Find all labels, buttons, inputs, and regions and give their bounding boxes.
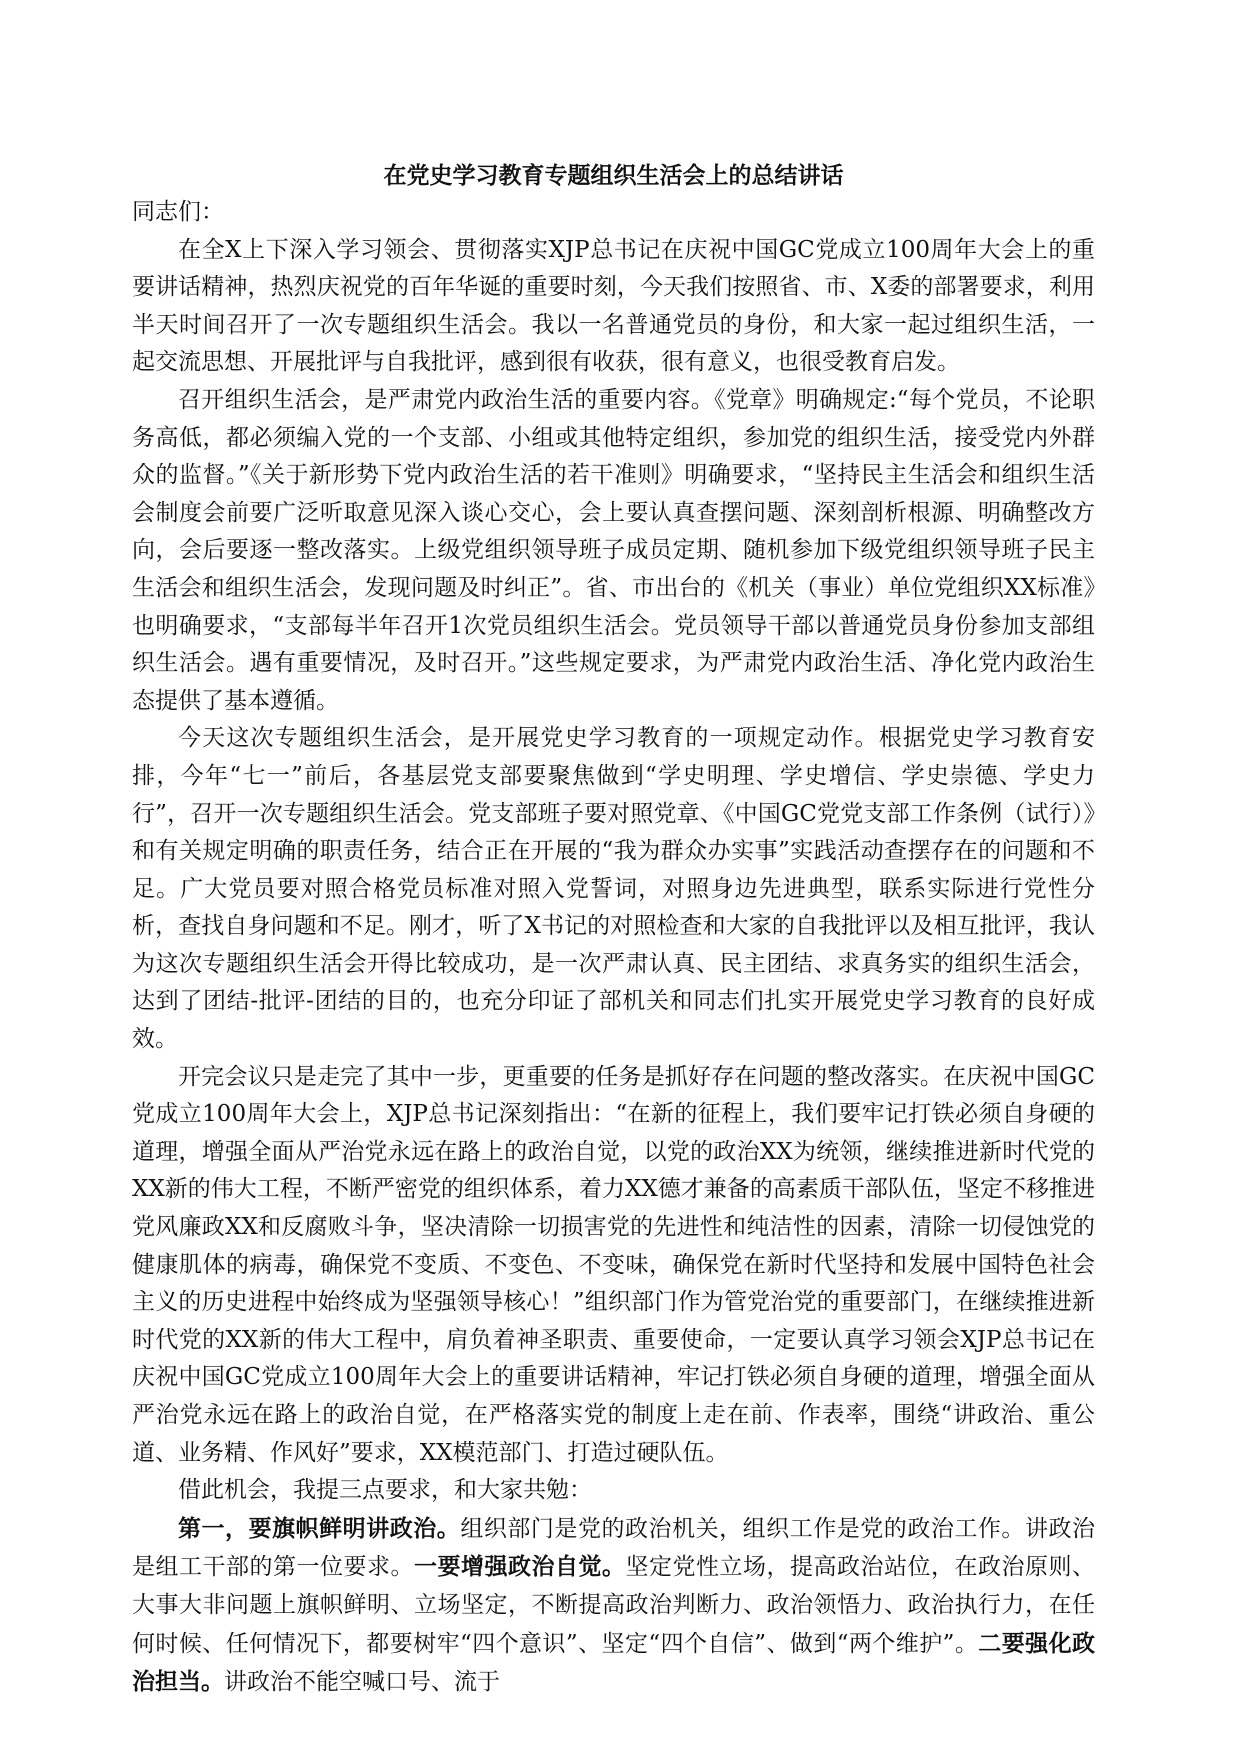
- paragraph-3: 今天这次专题组织生活会，是开展党史学习教育的一项规定动作。根据党史学习教育安排，今年“七一”前后，各基层党支部要聚焦做到“学史明理、学史增信、学史崇德、学史力行”，召开一次专题组织生活会。党支部班子要对照党章、《中国GC党党支部工作条例（试行）》和有关规定明确的职责任务，结合正在开展的“我为群众办实事”实践活动查摆存在的问题和不足。广大党员要对照合格党员标准对照入党誓词，对照身边先进典型，联系实际进行党性分析，查找自身问题和不足。刚才，听了X书记的对照检查和大家的自我批评以及相互批评，我认为这次专题组织生活会开得比较成功，是一次严肃认真、民主团结、求真务实的组织生活会，达到了团结-批评-团结的目的，也充分印证了部机关和同志们扎实开展党史学习教育的良好成效。: [132, 725, 1095, 1053]
- paragraph-6: [132, 1510, 1095, 1702]
- paragraph-5: 借此机会，我提三点要求，和大家共勉：: [178, 1477, 592, 1504]
- political-awareness-text: 坚定党性立场，提高政治站位，在政治原则、大事大非问题上旗帜鲜明、立场坚定，不断提高政治判断力、政治领悟力、政治执行力，在任何时候、任何情况下，都要树牢“四个意识”、坚定“四个自信”、做到“两个维护”。: [132, 1554, 1095, 1657]
- political-responsibility-heading: 二要强化政治担当。: [132, 1629, 1095, 1696]
- document-page: [132, 158, 1095, 1702]
- political-responsibility-text: 讲政治不能空喊口号、流于: [224, 1669, 500, 1696]
- paragraph-2: 召开组织生活会，是严肃党内政治生活的重要内容。《党章》明确规定:“每个党员，不论职务高低，都必须编入党的一个支部、小组或其他特定组织，参加党的组织生活，接受党内外群众的监督。”《关于新形势下党内政治生活的若干准则》明确要求，“坚持民主生活会和组织生活会制度会前要广泛听取意见深入谈心交心，会上要认真查摆问题、深刻剖析根源、明确整改方向，会后要逐一整改落实。上级党组织领导班子成员定期、随机参加下级党组织领导班子民主生活会和组织生活会，发现问题及时纠正”。省、市出台的《机关（事业）单位党组织XX标准》也明确要求，“支部每半年召开1次党员组织生活会。党员领导干部以普通党员身份参加支部组织生活会。遇有重要情况，及时召开。”这些规定要求，为严肃党内政治生活、净化党内政治生态提供了基本遵循。: [132, 386, 1095, 714]
- document-title: 在党史学习教育专题组织生活会上的总结讲话: [383, 162, 844, 189]
- political-awareness-heading: 一要增强政治自觉。: [414, 1553, 626, 1581]
- first-point-text: 组织部门是党的政治机关，组织工作是党的政治工作。讲政治是组工干部的第一位要求。: [132, 1515, 1096, 1581]
- paragraph-4: 开完会议只是走完了其中一步，更重要的任务是抓好存在问题的整改落实。在庆祝中国GC党成立100周年大会上，XJP总书记深刻指出：“在新的征程上，我们要牢记打铁必须自身硬的道理，增强全面从严治党永远在路上的政治自觉，以党的政治XX为统领，继续推进新时代党的XX新的伟大工程，不断严密党的组织体系，着力XX德才兼备的高素质干部队伍，坚定不移推进党风廉政XX和反腐败斗争，坚决清除一切损害党的先进性和纯洁性的因素，清除一切侵蚀党的健康肌体的病毒，确保党不变质、不变色、不变味，确保党在新时代坚持和发展中国特色社会主义的历史进程中始终成为坚强领导核心！”组织部门作为管党治党的重要部门，在继续推进新时代党的XX新的伟大工程中，肩负着神圣职责、重要使命，一定要认真学习领会XJP总书记在庆祝中国GC党成立100周年大会上的重要讲话精神，牢记打铁必须自身硬的道理，增强全面从严治党永远在路上的政治自觉，在严格落实党的制度上走在前、作表率，围绕“讲政治、重公道、业务精、作风好”要求，XX模范部门、打造过硬队伍。: [132, 1063, 1095, 1466]
- paragraph-1: 在全X上下深入学习领会、贯彻落实XJP总书记在庆祝中国GC党成立100周年大会上的重要讲话精神，热烈庆祝党的百年华诞的重要时刻，今天我们按照省、市、X委的部署要求，利用半天时间召开了一次专题组织生活会。我以一名普通党员的身份，和大家一起过组织生活，一起交流思想、开展批评与自我批评，感到很有收获，很有意义，也很受教育启发。: [132, 236, 1095, 376]
- salutation: 同志们：: [132, 199, 224, 225]
- first-point-heading: 第一，要旗帜鲜明讲政治。: [178, 1514, 461, 1542]
